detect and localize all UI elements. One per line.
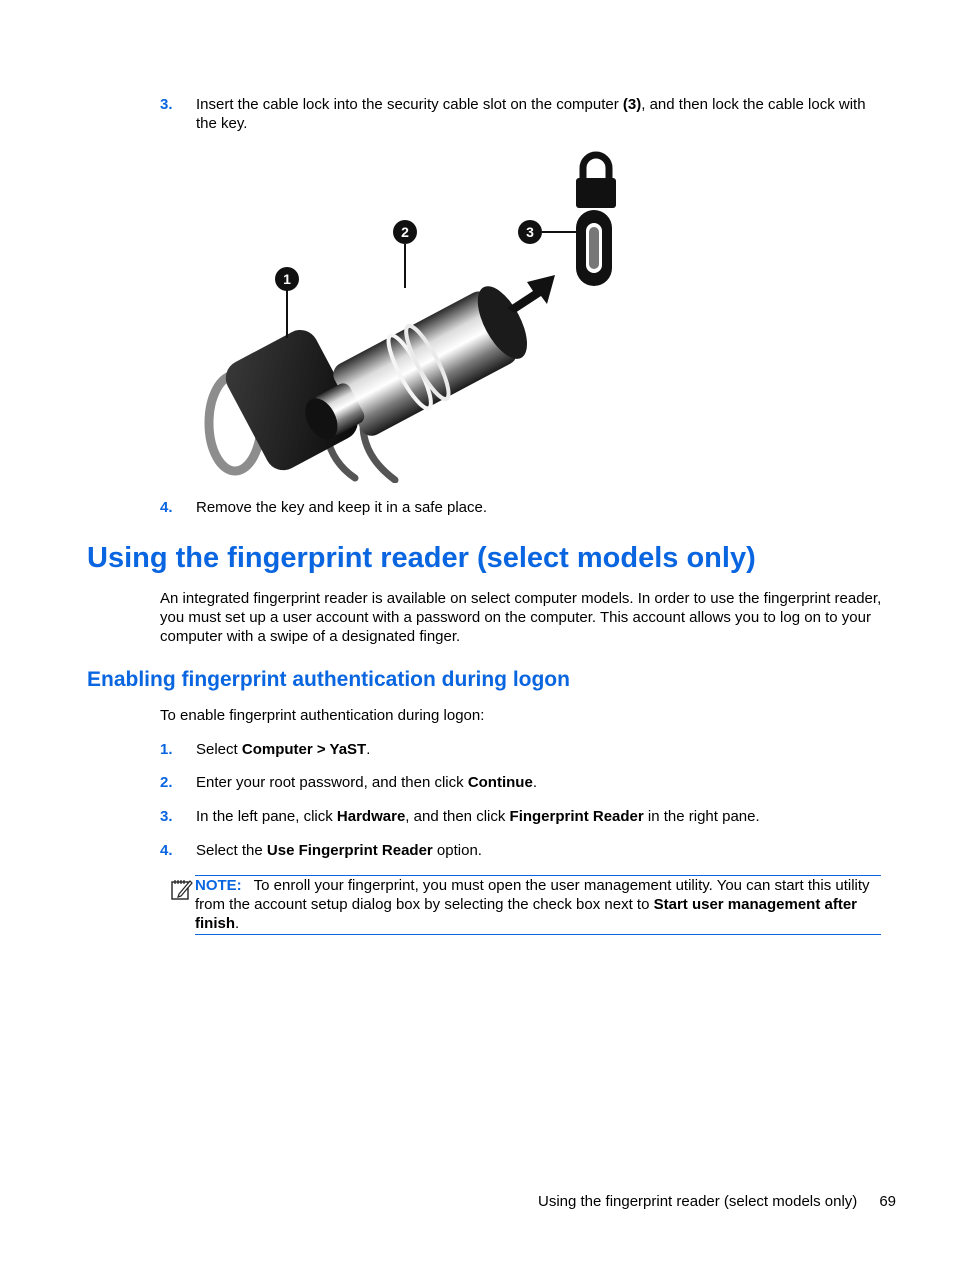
- page-number: 69: [879, 1193, 896, 1210]
- note-bold: Start user management after finish: [195, 896, 858, 932]
- step-text-bold-2: Fingerprint Reader: [509, 808, 644, 825]
- step-text: [196, 740, 886, 759]
- callout-1: [275, 267, 299, 291]
- section-title: Using the fingerprint reader (select models only): [87, 542, 756, 574]
- step-text-end: .: [366, 741, 371, 758]
- callout-3: [518, 220, 542, 244]
- step-text-b: , and then lock the cable lock with the key.: [196, 96, 866, 132]
- step-text-a: In the left pane, click: [196, 808, 337, 825]
- svg-text:1: 1: [283, 271, 291, 287]
- step-text-bold: Computer > YaST: [241, 741, 367, 758]
- step-number: 4.: [160, 499, 173, 516]
- step-text-end: in the right pane.: [643, 808, 760, 825]
- step-text-a: Select the: [196, 842, 267, 859]
- step-text-a: Select: [196, 741, 242, 758]
- step-text-bold: Use Fingerprint Reader: [266, 842, 433, 859]
- page-footer: [538, 1192, 896, 1211]
- step-number: 3.: [160, 96, 173, 113]
- padlock-icon: [576, 155, 616, 208]
- section-intro: An integrated fingerprint reader is available on select computer models. In order to use the fingerprint reader, you must set up a user account with a password on the computer. This account allows you to log on to your computer with a swipe of a designated finger.: [160, 590, 882, 645]
- step-number: 3.: [160, 808, 173, 825]
- note-box: [195, 875, 881, 935]
- step-text-a: Enter your root password, and then click: [196, 774, 468, 791]
- step-number: 4.: [160, 842, 173, 859]
- svg-text:2: 2: [401, 224, 409, 240]
- step-text-bold: Continue: [467, 774, 533, 791]
- note-body: To enroll your fingerprint, you must open the user management utility. You can start this utility from the account setup dialog box by selecting the check box next to: [195, 877, 870, 913]
- callout-2: [393, 220, 417, 244]
- step-text: [196, 95, 886, 133]
- cable-lock-illustration: [195, 148, 625, 483]
- svg-text:3: 3: [526, 224, 534, 240]
- subsection-intro: To enable fingerprint authentication during logon:: [160, 707, 485, 724]
- step-text-mid: , and then click: [405, 808, 510, 825]
- note-end: .: [235, 915, 240, 932]
- step-text: Remove the key and keep it in a safe place.: [196, 499, 488, 516]
- step-text: [196, 773, 886, 792]
- insert-arrow-shape: [507, 275, 555, 313]
- note-label: NOTE:: [195, 877, 242, 894]
- step-number: 2.: [160, 774, 173, 791]
- note-text: [195, 876, 881, 933]
- step-text-a: Insert the cable lock into the security cable slot on the computer: [196, 96, 623, 113]
- step-text-end: option.: [432, 842, 482, 859]
- step-text-end: .: [532, 774, 537, 791]
- step-text-bold: Hardware: [336, 808, 406, 825]
- step-text-bold: (3): [622, 96, 642, 113]
- step-text: [196, 807, 886, 826]
- footer-title: Using the fingerprint reader (select models only): [537, 1193, 858, 1210]
- security-slot-shape: [576, 210, 612, 286]
- subsection-title: Enabling fingerprint authentication during logon: [87, 668, 570, 691]
- step-number: 1.: [160, 741, 173, 758]
- step-text: [196, 841, 886, 860]
- note-icon: [170, 877, 194, 901]
